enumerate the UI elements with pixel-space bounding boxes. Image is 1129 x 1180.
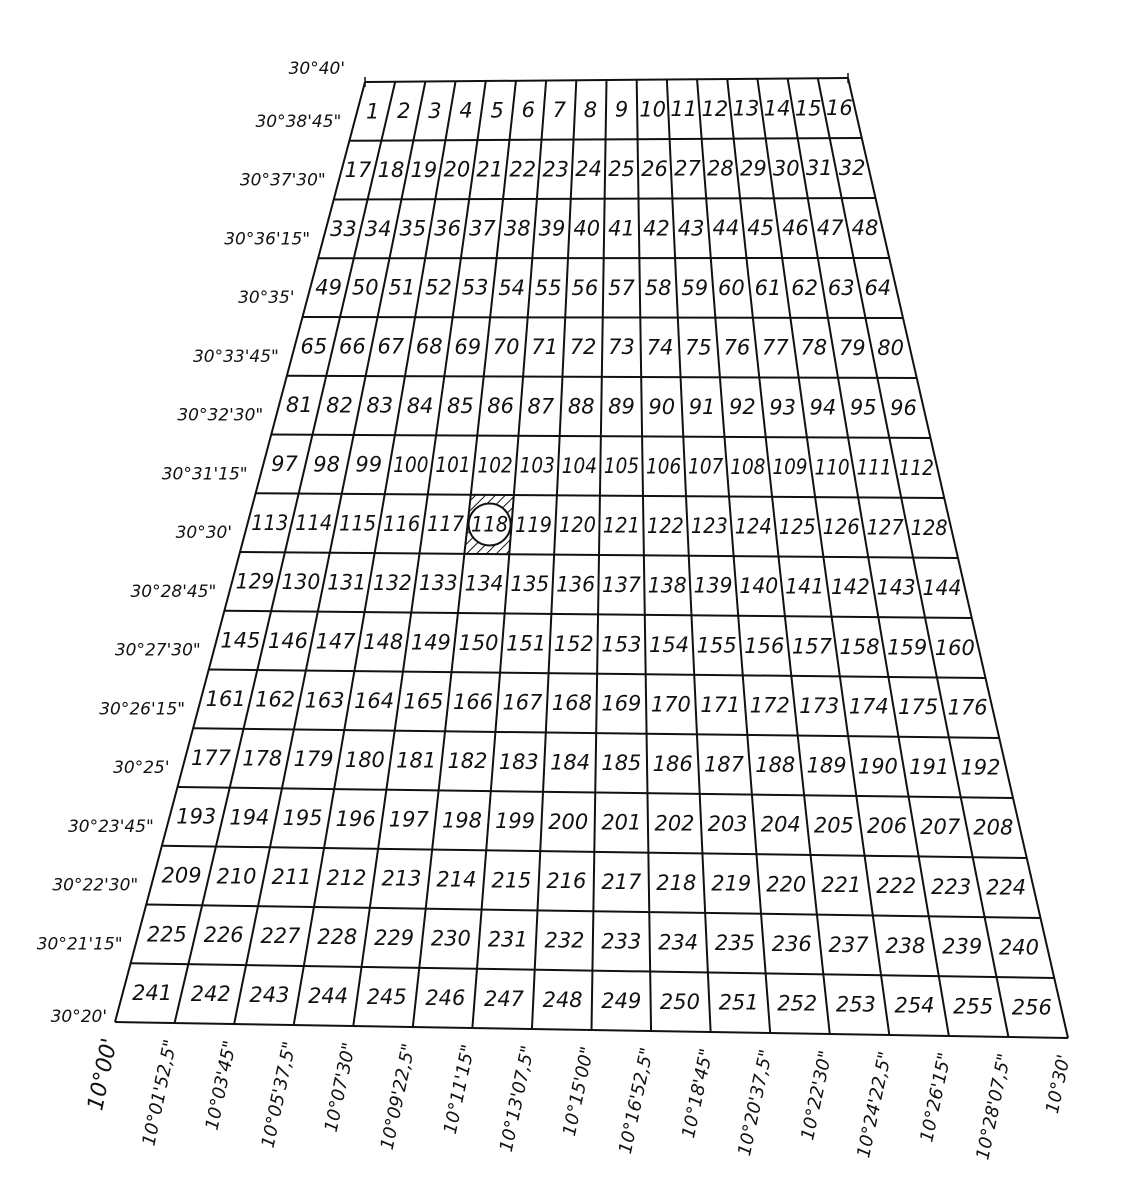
cell-number: 33 (329, 216, 357, 241)
cell-number: 180 (344, 747, 385, 772)
cell-number: 131 (327, 570, 367, 595)
cell-number: 75 (685, 335, 712, 360)
cell-number: 144 (922, 575, 962, 600)
cell-number: 184 (550, 750, 591, 775)
cell-number: 185 (601, 751, 642, 776)
cell-number: 19 (410, 157, 438, 182)
cell-number: 71 (531, 335, 558, 360)
cell-number: 62 (791, 275, 818, 300)
cell-number: 227 (260, 924, 302, 949)
cell-number: 106 (645, 454, 682, 479)
cell-number: 64 (864, 275, 892, 300)
cell-number: 15 (794, 96, 822, 121)
cell-number: 105 (603, 454, 640, 479)
cell-number: 8 (583, 97, 598, 122)
cell-number: 219 (711, 871, 752, 896)
cell-number: 164 (354, 688, 395, 713)
cell-number: 205 (813, 813, 854, 838)
cell-number: 102 (477, 453, 513, 478)
latitude-label: 30°37'30" (239, 170, 326, 191)
longitude-label: 10°11'15" (439, 1042, 480, 1137)
cell-number: 247 (484, 986, 525, 1011)
cell-number: 9 (614, 97, 629, 122)
cell-number: 152 (553, 631, 594, 656)
cell-number: 141 (785, 574, 825, 599)
cell-number: 66 (338, 334, 366, 359)
cell-number: 173 (799, 694, 840, 719)
cell-number: 233 (601, 929, 642, 954)
longitude-label: 10°16'52,5" (614, 1045, 658, 1156)
cell-number: 39 (538, 216, 566, 241)
cell-number: 203 (707, 812, 748, 837)
cell-number: 244 (308, 983, 349, 1008)
cell-number: 123 (690, 514, 728, 539)
cell-number: 86 (487, 394, 514, 419)
cell-number: 29 (739, 156, 767, 181)
cell-number: 21 (476, 157, 504, 182)
longitude-label: 10°18'45" (678, 1046, 718, 1141)
cell-number: 84 (406, 393, 434, 418)
cell-number: 208 (973, 815, 1014, 840)
latitude-label: 30°36'15" (224, 229, 311, 250)
cell-number: 161 (205, 687, 246, 712)
cell-number: 18 (377, 157, 405, 182)
cell-number: 79 (838, 335, 866, 360)
cell-number: 253 (835, 992, 876, 1017)
cell-number: 177 (190, 745, 232, 770)
cell-number: 109 (772, 455, 808, 480)
longitude-label: 10°03'45" (201, 1038, 242, 1133)
cell-number: 199 (495, 809, 536, 834)
cell-number: 82 (326, 393, 353, 418)
longitude-label: 10°09'22,5" (376, 1041, 420, 1152)
cell-number: 228 (317, 924, 358, 949)
latitude-label: 30°21'15" (36, 934, 123, 955)
cell-number: 27 (674, 156, 701, 181)
cell-number: 3 (428, 98, 442, 123)
cell-number: 207 (920, 814, 961, 839)
cell-number: 149 (410, 630, 451, 655)
longitude-label: 10°07'30" (320, 1040, 361, 1135)
cell-number: 193 (176, 804, 217, 829)
cell-number: 246 (425, 985, 466, 1010)
cell-number: 117 (427, 512, 465, 537)
cell-number: 174 (848, 694, 889, 719)
cell-number: 181 (396, 748, 437, 773)
cell-number: 210 (216, 864, 257, 889)
cell-number: 120 (558, 513, 597, 538)
cell-number: 65 (300, 334, 328, 359)
cell-number: 121 (602, 513, 640, 538)
cell-number: 90 (648, 394, 676, 419)
longitude-label: 10°30' (1041, 1052, 1075, 1116)
cell-number: 83 (366, 393, 394, 418)
cell-number: 159 (887, 635, 928, 660)
cell-number: 241 (132, 981, 173, 1006)
cell-number: 142 (830, 574, 870, 599)
cell-number: 25 (608, 156, 635, 181)
cell-number: 134 (464, 571, 504, 596)
latitude-label: 30°20' (50, 1007, 107, 1027)
cell-number: 234 (658, 930, 699, 955)
latitude-label: 30°32'30" (177, 405, 264, 426)
cell-number: 49 (315, 275, 342, 300)
cell-number: 72 (569, 335, 597, 360)
cell-number: 182 (447, 749, 488, 774)
longitude-label: 10°13'07,5" (495, 1043, 539, 1154)
cell-number: 189 (806, 753, 847, 778)
cell-number: 116 (383, 511, 421, 536)
cell-number: 209 (161, 863, 202, 888)
cell-number: 166 (452, 690, 493, 715)
latitude-label: 30°40' (288, 59, 345, 79)
cell-number: 192 (960, 755, 1001, 780)
cell-number: 187 (703, 752, 745, 777)
cell-number: 91 (688, 395, 716, 420)
cell-number: 61 (754, 275, 782, 300)
cell-number: 11 (670, 97, 698, 122)
longitude-labels (83, 1036, 1075, 1162)
cell-number: 133 (418, 571, 458, 596)
cell-number: 146 (268, 628, 309, 653)
cell-number: 128 (910, 515, 948, 540)
cell-number: 32 (838, 156, 866, 181)
cell-number: 14 (763, 96, 791, 121)
cell-number: 97 (271, 452, 298, 477)
longitude-label: 10°26'15" (916, 1050, 956, 1145)
latitude-label: 30°25' (113, 758, 170, 778)
cell-number: 6 (521, 98, 535, 123)
cell-number: 127 (866, 515, 905, 540)
cell-number: 239 (942, 934, 983, 959)
cell-number: 237 (828, 932, 870, 957)
cell-number: 47 (816, 216, 844, 241)
cell-number: 70 (492, 334, 520, 359)
longitude-label: 10°00' (83, 1036, 123, 1113)
cell-number: 95 (849, 395, 877, 420)
cell-number: 156 (744, 633, 785, 658)
cell-number: 68 (415, 334, 443, 359)
cell-number: 74 (646, 335, 674, 360)
cell-number: 16 (825, 96, 853, 121)
cell-number: 10 (639, 97, 667, 122)
cell-number: 30 (772, 156, 800, 181)
cell-number: 114 (295, 511, 333, 536)
cell-number: 57 (608, 275, 635, 300)
cell-number: 147 (315, 629, 357, 654)
cell-number: 31 (805, 156, 833, 181)
cell-number: 213 (381, 866, 422, 891)
cell-number: 216 (546, 869, 587, 894)
cell-number: 17 (344, 158, 372, 183)
cell-number: 43 (677, 216, 705, 241)
cell-number: 254 (894, 993, 935, 1018)
cell-number: 124 (734, 514, 772, 539)
cell-number: 153 (601, 632, 642, 657)
cell-number: 100 (393, 452, 429, 477)
cell-number: 179 (293, 747, 334, 772)
cell-number: 240 (998, 935, 1039, 960)
cell-number: 222 (876, 873, 917, 898)
cell-number: 130 (281, 569, 321, 594)
cell-number: 63 (827, 275, 855, 300)
cell-number: 103 (519, 453, 555, 478)
cell-number: 196 (335, 806, 376, 831)
cell-number: 89 (608, 394, 635, 419)
cell-number: 139 (693, 573, 733, 598)
cell-number: 77 (761, 335, 789, 360)
cell-number: 26 (641, 156, 668, 181)
cell-number: 41 (608, 216, 635, 241)
cell-number: 53 (461, 275, 489, 300)
cell-number: 108 (730, 454, 766, 479)
cell-number: 4 (459, 98, 473, 123)
cell-number: 211 (271, 865, 312, 890)
cell-number: 42 (642, 216, 670, 241)
cell-number: 7 (552, 98, 567, 123)
cell-number: 112 (898, 455, 934, 480)
cell-number: 69 (454, 334, 482, 359)
cell-number: 183 (498, 749, 539, 774)
cell-number: 158 (839, 634, 880, 659)
cell-number: 148 (363, 629, 404, 654)
cell-number: 150 (458, 630, 499, 655)
latitude-label: 30°28'45" (130, 581, 217, 602)
cell-number: 167 (502, 690, 544, 715)
cell-number: 115 (339, 511, 377, 536)
cell-number: 206 (867, 814, 908, 839)
cell-number: 98 (313, 452, 340, 477)
cell-number: 54 (498, 275, 526, 300)
cell-number: 56 (571, 275, 599, 300)
cell-number: 250 (659, 989, 700, 1014)
cell-number: 242 (190, 982, 231, 1007)
cell-number: 81 (285, 393, 313, 418)
cell-number: 126 (822, 515, 860, 540)
latitude-label: 30°23'45" (67, 816, 154, 837)
cell-number: 243 (249, 983, 290, 1008)
cell-number: 80 (877, 335, 905, 360)
longitude-label: 10°24'22,5" (853, 1049, 897, 1160)
cell-number: 119 (515, 512, 553, 537)
cell-number: 235 (714, 931, 755, 956)
cell-number: 111 (856, 455, 892, 480)
latitude-label: 30°35' (238, 288, 295, 308)
cell-number: 186 (652, 751, 693, 776)
cell-number: 238 (885, 933, 926, 958)
latitude-label: 30°31'15" (161, 464, 248, 485)
cell-number: 129 (235, 569, 275, 594)
cell-number: 101 (435, 453, 471, 478)
cell-number: 145 (220, 628, 261, 653)
longitude-label: 10°20'37,5" (734, 1047, 778, 1158)
cell-number: 52 (425, 275, 452, 300)
cell-number: 44 (712, 216, 740, 241)
cell-number: 20 (443, 157, 471, 182)
cell-number: 51 (388, 275, 416, 300)
cell-number: 107 (688, 454, 724, 479)
latitude-label: 30°27'30" (114, 640, 201, 661)
cell-number: 190 (857, 754, 898, 779)
latitude-label: 30°22'30" (52, 875, 139, 896)
cell-number: 194 (229, 805, 270, 830)
cell-number: 2 (397, 99, 411, 124)
cell-number: 35 (399, 216, 427, 241)
cell-number: 236 (771, 932, 812, 957)
cell-number: 218 (656, 870, 697, 895)
cell-number: 118 (471, 512, 509, 537)
cell-number: 40 (573, 216, 601, 241)
cell-number: 154 (649, 632, 690, 657)
cell-number: 255 (953, 994, 994, 1019)
cell-number: 204 (760, 812, 801, 837)
cell-number: 122 (646, 513, 684, 538)
cell-number: 245 (366, 984, 407, 1009)
latitude-label: 30°38'45" (255, 111, 342, 132)
cell-number: 60 (717, 275, 745, 300)
cell-number: 215 (491, 868, 532, 893)
cell-number: 104 (561, 453, 597, 478)
cell-number: 230 (430, 926, 471, 951)
cell-number: 94 (809, 395, 837, 420)
cell-number: 34 (364, 216, 392, 241)
cell-number: 252 (777, 991, 818, 1016)
cell-number: 50 (351, 275, 379, 300)
cell-number: 176 (947, 695, 988, 720)
cell-number: 251 (718, 990, 759, 1015)
cell-number: 113 (251, 510, 289, 535)
cell-number: 201 (601, 810, 642, 835)
cell-number: 202 (654, 811, 695, 836)
cell-number: 85 (446, 393, 474, 418)
cell-number: 198 (441, 808, 482, 833)
cell-number: 78 (800, 335, 828, 360)
cell-number: 225 (146, 922, 187, 947)
cell-number: 12 (701, 96, 729, 121)
cell-number: 73 (608, 335, 635, 360)
cell-number: 197 (388, 807, 430, 832)
cell-number: 248 (542, 987, 583, 1012)
cell-number: 223 (931, 874, 972, 899)
cell-number: 212 (326, 865, 367, 890)
cell-number: 36 (434, 216, 462, 241)
cell-number: 92 (728, 395, 756, 420)
cell-number: 76 (723, 335, 751, 360)
cell-number: 58 (644, 275, 672, 300)
cell-number: 231 (487, 927, 528, 952)
cell-number: 171 (700, 692, 741, 717)
cell-number: 1 (366, 99, 380, 124)
longitude-label: 10°22'30" (797, 1048, 837, 1143)
longitude-label: 10°05'37,5" (257, 1039, 301, 1150)
cell-number: 195 (282, 806, 323, 831)
cell-number: 168 (551, 691, 592, 716)
longitude-label: 10°15'00" (558, 1044, 599, 1139)
cell-number: 37 (469, 216, 496, 241)
cell-number: 256 (1011, 995, 1052, 1020)
cell-number: 13 (732, 96, 760, 121)
cell-number: 125 (778, 514, 816, 539)
cell-number: 220 (766, 872, 807, 897)
cell-number: 229 (374, 925, 415, 950)
cell-number: 38 (503, 216, 531, 241)
cell-number: 45 (747, 216, 775, 241)
cell-number: 155 (696, 633, 737, 658)
cell-number: 135 (510, 572, 550, 597)
cell-number: 136 (556, 572, 596, 597)
cell-number: 55 (534, 275, 562, 300)
cell-number: 214 (436, 867, 477, 892)
cell-number: 221 (821, 873, 862, 898)
cell-number: 5 (490, 98, 504, 123)
cell-number: 178 (242, 746, 283, 771)
cell-number: 93 (769, 395, 796, 420)
cell-number: 169 (601, 691, 642, 716)
cell-number: 157 (791, 634, 833, 659)
cell-number: 99 (355, 452, 383, 477)
cell-number: 110 (814, 455, 850, 480)
cell-number: 191 (909, 755, 950, 780)
cell-number: 96 (890, 395, 917, 420)
cell-number: 23 (542, 157, 570, 182)
cell-number: 160 (934, 635, 975, 660)
cell-number: 175 (898, 695, 939, 720)
cell-number: 24 (575, 157, 602, 182)
cell-number: 87 (527, 394, 555, 419)
cell-number: 226 (203, 923, 244, 948)
cell-number: 172 (749, 693, 790, 718)
cell-number: 188 (755, 753, 796, 778)
cell-number: 88 (567, 394, 595, 419)
cell-number: 143 (876, 575, 916, 600)
cell-number: 217 (601, 869, 642, 894)
cell-number: 162 (255, 687, 296, 712)
cell-number: 67 (377, 334, 405, 359)
cell-number: 137 (601, 572, 642, 597)
latitude-label: 30°33'45" (192, 346, 279, 367)
cell-number: 132 (373, 570, 412, 595)
cell-number: 249 (601, 988, 642, 1013)
longitude-label: 10°01'52,5" (138, 1037, 182, 1148)
cell-number: 232 (544, 928, 585, 953)
latitude-label: 30°26'15" (99, 699, 186, 720)
latitude-label: 30°30' (175, 523, 232, 543)
cell-number: 22 (509, 157, 537, 182)
cell-number: 140 (739, 574, 779, 599)
cell-number: 46 (782, 216, 809, 241)
cell-number: 200 (548, 809, 589, 834)
longitude-label: 10°28'07,5" (972, 1051, 1016, 1162)
cell-number: 28 (707, 156, 734, 181)
cell-number: 59 (681, 275, 709, 300)
cell-number: 170 (650, 692, 691, 717)
cell-number: 48 (851, 216, 879, 241)
cell-number: 163 (304, 688, 345, 713)
cell-number: 224 (986, 875, 1027, 900)
cell-number: 151 (506, 631, 547, 656)
cell-number: 165 (403, 689, 444, 714)
cell-number: 138 (647, 573, 687, 598)
